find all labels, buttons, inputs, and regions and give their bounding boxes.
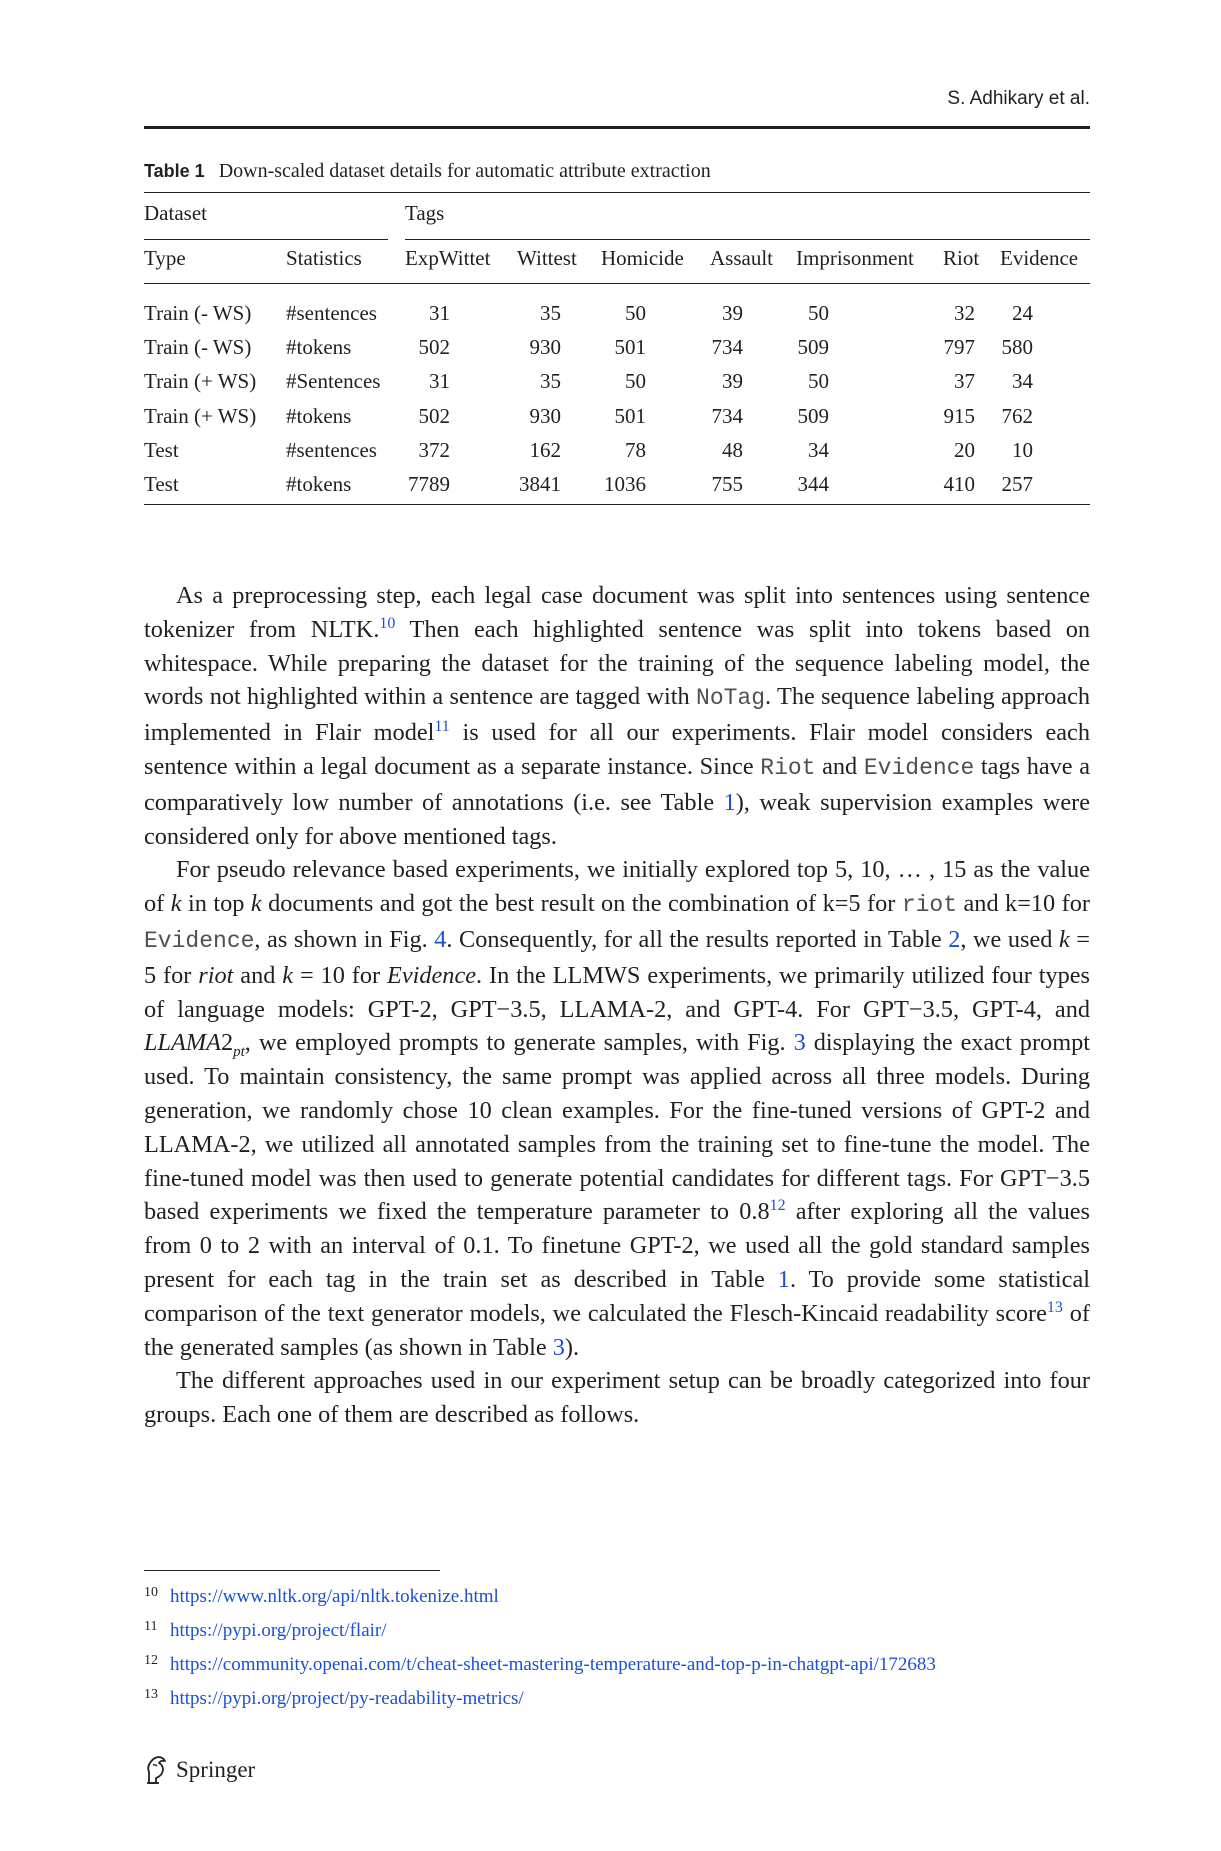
- table-cell: Train (+ WS): [144, 369, 257, 393]
- table-cell: 580: [1001, 335, 1033, 359]
- footnote-11: 11 https://pypi.org/project/flair/: [144, 1619, 387, 1641]
- table-cell: 48: [722, 438, 743, 462]
- table-cell: 410: [943, 472, 975, 496]
- group-header-tags: Tags: [405, 201, 445, 225]
- body-text: [144, 579, 1090, 1432]
- column-header: ExpWittet: [405, 246, 491, 270]
- table-cell: 501: [614, 335, 646, 359]
- footnote-13: 13 https://pypi.org/project/py-readability-metrics/: [144, 1687, 524, 1709]
- code-riot-lower: riot: [901, 892, 958, 919]
- code-evidence: Evidence: [863, 754, 975, 781]
- table-cell: 31: [429, 369, 450, 393]
- table-cell: 509: [797, 335, 829, 359]
- column-header: Wittest: [517, 246, 577, 270]
- table-cell: 34: [1012, 369, 1033, 393]
- table-cell: #tokens: [286, 472, 352, 496]
- table-cell: 50: [625, 301, 646, 325]
- table-cell: 35: [540, 301, 561, 325]
- springer-horse-icon: [144, 1755, 168, 1785]
- table-cell: 762: [1001, 404, 1033, 428]
- table-caption-text: Down-scaled dataset details for automatic attribute extraction: [218, 160, 711, 182]
- table-cell: #Sentences: [286, 369, 381, 393]
- table-ref-3[interactable]: 3: [552, 1333, 565, 1361]
- table-cell: 50: [625, 369, 646, 393]
- table-ref-1[interactable]: 1: [723, 788, 736, 816]
- paragraph-3: The different approaches used in our experiment setup can be broadly categorized into four groups. Each one of them are described as follows.: [144, 1367, 1090, 1429]
- table-cell: Train (+ WS): [144, 404, 257, 428]
- table-cell: 797: [943, 335, 975, 359]
- table-cell: 930: [529, 404, 561, 428]
- table-top-rule: [144, 192, 1090, 193]
- table-cell: 257: [1001, 472, 1033, 496]
- table-cell: 3841: [519, 472, 561, 496]
- publisher-footer: [144, 1755, 255, 1785]
- table-cell: 24: [1012, 301, 1033, 325]
- header-rule: [144, 126, 1090, 129]
- table-cell: 78: [625, 438, 646, 462]
- table-cell: 31: [429, 301, 450, 325]
- column-header: Imprisonment: [796, 246, 914, 270]
- table-cell: 502: [418, 335, 450, 359]
- paragraph-2: For pseudo relevance based experiments, we initially explored top 5, 10, … , 15 as the value of k in top k documents and got the best result on the combination of k=5 for riot and k=10 for Evidence, as shown in Fig. 4. Consequently, for all the results reported in Table 2, we used k = 5 for riot and k = 10 for Evidence. In the LLMWS experiments, we primarily utilized four types of language models: GPT-2, GPT−3.5, LLAMA-2, and GPT-4. For GPT−3.5, GPT-4, and $LLAMA2_{pt}$, we employed prompts to generate samples, with Fig. 3 displaying the exact prompt used. To maintain consistency, the same prompt was applied across all three models. During generation, we randomly chose 10 clean examples. For the fine-tuned versions of GPT-2 and LLAMA-2, we utilized all annotated samples from the training set to fine-tune the model. The fine-tuned model was then used to generate potential candidates for different tags. For GPT−3.5 based experiments we fixed the temperature parameter to 0.8$^{12}$ after exploring all the values from 0 to 2 with an interval of 0.1. To finetune GPT-2, we used all the gold standard samples present for each tag in the train set as described in Table 1. To provide some statistical comparison of the text generator models, we calculated the Flesch-Kincaid readability score$^{13}$ of the generated samples (as shown in Table 3).: [144, 856, 1091, 1361]
- code-riot: Riot: [760, 754, 816, 781]
- table-cell: #tokens: [286, 335, 352, 359]
- table-cell: #sentences: [286, 438, 377, 462]
- table-cell: 20: [954, 438, 975, 462]
- footnote-rule: [144, 1570, 440, 1571]
- table-cell: 50: [808, 369, 829, 393]
- table-cell: 915: [943, 404, 975, 428]
- table-cell: 372: [418, 438, 450, 462]
- table-cell: #tokens: [286, 404, 352, 428]
- table-caption: [144, 160, 711, 183]
- table-cell: 39: [722, 301, 743, 325]
- table-cell: 344: [797, 472, 829, 496]
- table-cell: #sentences: [286, 301, 377, 325]
- table-label: Table 1: [144, 161, 205, 181]
- table-ref-2[interactable]: 2: [948, 925, 961, 953]
- column-header: Statistics: [286, 246, 362, 270]
- table-cell: Train (- WS): [144, 335, 252, 359]
- footnote-12: 12 https://community.openai.com/t/cheat-sheet-mastering-temperature-and-top-p-in-chatgpt-api/172683: [144, 1653, 936, 1675]
- table-cell: 509: [797, 404, 829, 428]
- table-cell: 1036: [604, 472, 646, 496]
- table-cell: 734: [711, 335, 743, 359]
- table-cell: Test: [144, 438, 179, 462]
- footnote-ref-10[interactable]: 10: [379, 614, 396, 632]
- table-cell: Test: [144, 472, 179, 496]
- footnote-ref-11[interactable]: 11: [434, 718, 450, 736]
- table-cell: 35: [540, 369, 561, 393]
- table-cell: 502: [418, 404, 450, 428]
- table-tags-rule: [405, 239, 1090, 240]
- footnote-ref-12[interactable]: 12: [769, 1197, 786, 1215]
- table-cell: 734: [711, 404, 743, 428]
- footnote-link[interactable]: https://www.nltk.org/api/nltk.tokenize.html: [170, 1586, 499, 1607]
- table-bottom-rule: [144, 504, 1090, 505]
- column-header: Assault: [710, 246, 773, 270]
- code-evidence-2: Evidence: [144, 927, 255, 954]
- code-notag: NoTag: [696, 685, 766, 712]
- footnote-link[interactable]: https://community.openai.com/t/cheat-sheet-mastering-temperature-and-top-p-in-chatgpt-api/172683: [170, 1654, 936, 1675]
- running-head: S. Adhikary et al.: [947, 88, 1090, 109]
- table-cell: 755: [711, 472, 743, 496]
- table-cell: 930: [529, 335, 561, 359]
- table-cell: 37: [954, 369, 975, 393]
- table-cell: 162: [529, 438, 561, 462]
- footnote-10: 10 https://www.nltk.org/api/nltk.tokenize.html: [144, 1585, 499, 1607]
- column-header: Homicide: [601, 246, 684, 270]
- table-header-rule: [144, 283, 1090, 284]
- table-cell: Train (- WS): [144, 301, 252, 325]
- table-cell: 32: [954, 301, 975, 325]
- column-header: Evidence: [1000, 246, 1079, 270]
- table-cell: 501: [614, 404, 646, 428]
- table-cell: 39: [722, 369, 743, 393]
- column-header: Type: [144, 246, 186, 270]
- paragraph-1: As a preprocessing step, each legal case document was split into sentences using sentence tokenizer from NLTK.$^{10}$ Then each highlighted sentence was split into tokens based on whitespace. While preparing the dataset for the training of the sequence labeling model, the words not highlighted within a sentence are tagged with NoTag. The sequence labeling approach implemented in Flair model$^{11}$ is used for all our experiments. Flair model considers each sentence within a legal document as a separate instance. Since Riot and Evidence tags have a comparatively low number of annotations (i.e. see Table 1), weak supervision examples were considered only for above mentioned tags.: [144, 582, 1091, 850]
- footnote-link[interactable]: https://pypi.org/project/py-readability-metrics/: [170, 1688, 524, 1709]
- table-dataset-rule: [144, 239, 388, 240]
- publisher-name: Springer: [176, 1757, 256, 1782]
- table-cell: 34: [808, 438, 829, 462]
- table-ref-1b[interactable]: 1: [777, 1265, 790, 1293]
- figure-ref-4[interactable]: 4: [434, 925, 447, 953]
- footnote-ref-13[interactable]: 13: [1046, 1298, 1063, 1316]
- table-cell: 50: [808, 301, 829, 325]
- table-cell: 10: [1012, 438, 1033, 462]
- footnote-link[interactable]: https://pypi.org/project/flair/: [170, 1620, 387, 1641]
- table-cell: 7789: [408, 472, 450, 496]
- figure-ref-3[interactable]: 3: [793, 1029, 806, 1057]
- column-header: Riot: [943, 246, 980, 270]
- group-header-dataset: Dataset: [144, 201, 207, 225]
